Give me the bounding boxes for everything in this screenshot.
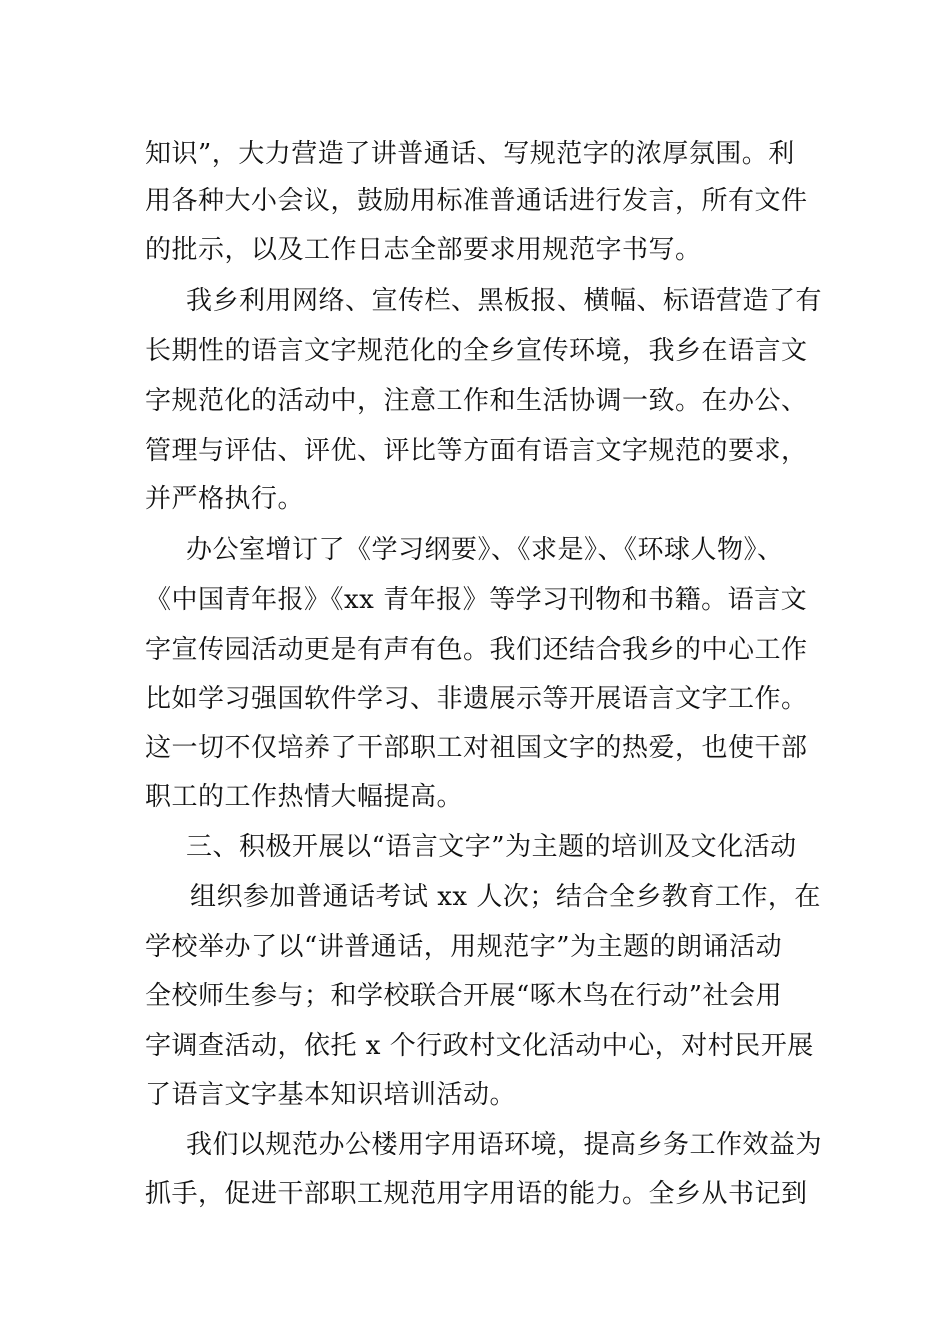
text-line: 职工的工作热情大幅提高。 — [145, 782, 464, 812]
text-line: 用各种大小会议，鼓励用标准普通话进行发言，所有文件 — [145, 186, 808, 216]
text-line: 并严格执行。 — [145, 484, 305, 514]
text-line: 字宣传园活动更是有声有色。我们还结合我乡的中心工作 — [145, 635, 808, 665]
text-line: 长期性的语言文字规范化的全乡宣传环境，我乡在语言文 — [145, 336, 808, 366]
text-line: 管理与评估、评优、评比等方面有语言文字规范的要求， — [145, 436, 808, 466]
text-line: 字规范化的活动中，注意工作和生活协调一致。在办公、 — [145, 386, 808, 416]
paragraph-first-line: 我乡利用网络、宣传栏、黑板报、横幅、标语营造了有 — [186, 286, 823, 316]
paragraph-first-line: 组织参加普通话考试 xx 人次；结合全乡教育工作，在 — [190, 882, 821, 912]
text-line: 学校举办了以“讲普通话，用规范字”为主题的朗诵活动 — [145, 932, 783, 962]
paragraph-first-line: 我们以规范办公楼用字用语环境，提高乡务工作效益为 — [186, 1130, 823, 1160]
text-line: 的批示，以及工作日志全部要求用规范字书写。 — [145, 235, 702, 265]
text-line: 《中国青年报》《xx 青年报》等学习刊物和书籍。语言文 — [145, 585, 808, 615]
paragraph-first-line: 办公室增订了《学习纲要》、《求是》、《环球人物》、 — [186, 535, 784, 565]
text-line: 字调查活动，依托 x 个行政村文化活动中心，对村民开展 — [145, 1031, 814, 1061]
section-heading: 三、积极开展以“语言文字”为主题的培训及文化活动 — [186, 832, 797, 862]
text-line: 了语言文字基本知识培训活动。 — [145, 1080, 517, 1110]
text-line: 抓手，促进干部职工规范用字用语的能力。全乡从书记到 — [145, 1179, 808, 1209]
text-line: 全校师生参与；和学校联合开展“啄木鸟在行动”社会用 — [145, 981, 783, 1011]
text-line: 知识”，大力营造了讲普通话、写规范字的浓厚氛围。利 — [145, 139, 795, 169]
text-line: 这一切不仅培养了干部职工对祖国文字的热爱，也使干部 — [145, 733, 808, 763]
text-line: 比如学习强国软件学习、非遗展示等开展语言文字工作。 — [145, 684, 808, 714]
